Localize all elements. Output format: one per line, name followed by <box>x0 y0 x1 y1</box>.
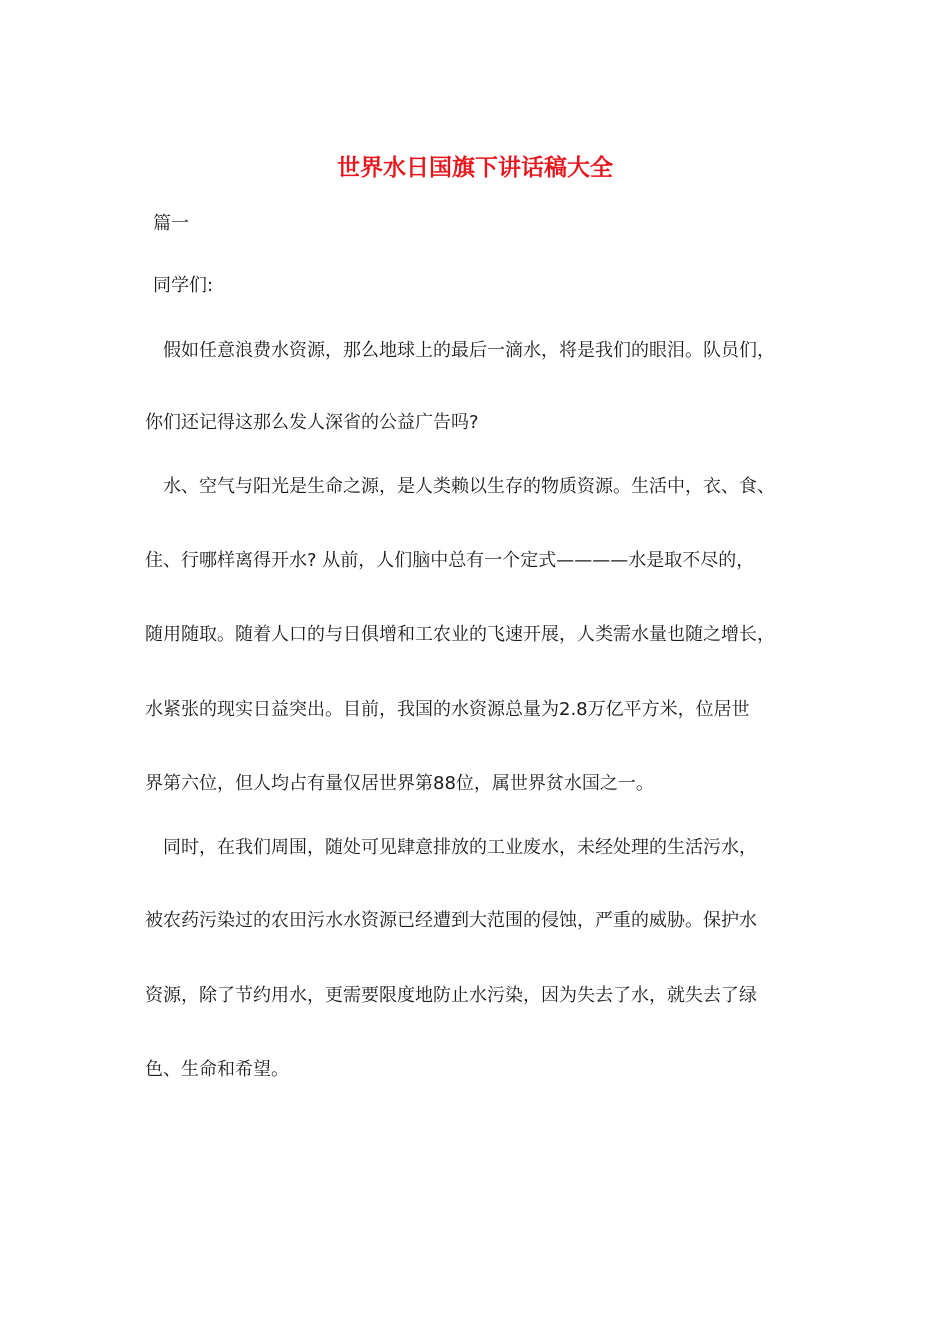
section-label: 篇一 <box>153 213 189 234</box>
document-title: 世界水日国旗下讲话稿大全 <box>337 154 613 181</box>
paragraph-line: 被农药污染过的农田污水水资源已经遭到大范围的侵蚀，严重的威胁。保护水 <box>145 910 757 931</box>
paragraph-line: 你们还记得这那么发人深省的公益广告吗? <box>145 412 479 433</box>
paragraph-line: 界第六位，但人均占有量仅居世界第88位，属世界贫水国之一。 <box>145 773 654 794</box>
paragraph-line: 资源，除了节约用水，更需要限度地防止水污染，因为失去了水，就失去了绿 <box>145 985 757 1006</box>
salutation: 同学们: <box>153 275 214 296</box>
paragraph-line: 色、生命和希望。 <box>145 1059 289 1080</box>
paragraph-line: 住、行哪样离得开水? 从前，人们脑中总有一个定式————水是取不尽的， <box>145 550 755 571</box>
paragraph-line: 随用随取。随着人口的与日俱增和工农业的飞速开展，人类需水量也随之增长， <box>145 624 775 645</box>
paragraph-line: 水紧张的现实日益突出。目前，我国的水资源总量为2.8万亿平方米，位居世 <box>145 699 750 720</box>
paragraph-line: 同时，在我们周围，随处可见肆意排放的工业废水，未经处理的生活污水， <box>163 837 757 858</box>
paragraph-line: 水、空气与阳光是生命之源，是人类赖以生存的物质资源。生活中，衣、食、 <box>163 476 775 497</box>
paragraph-line: 假如任意浪费水资源，那么地球上的最后一滴水，将是我们的眼泪。队员们， <box>163 340 775 361</box>
